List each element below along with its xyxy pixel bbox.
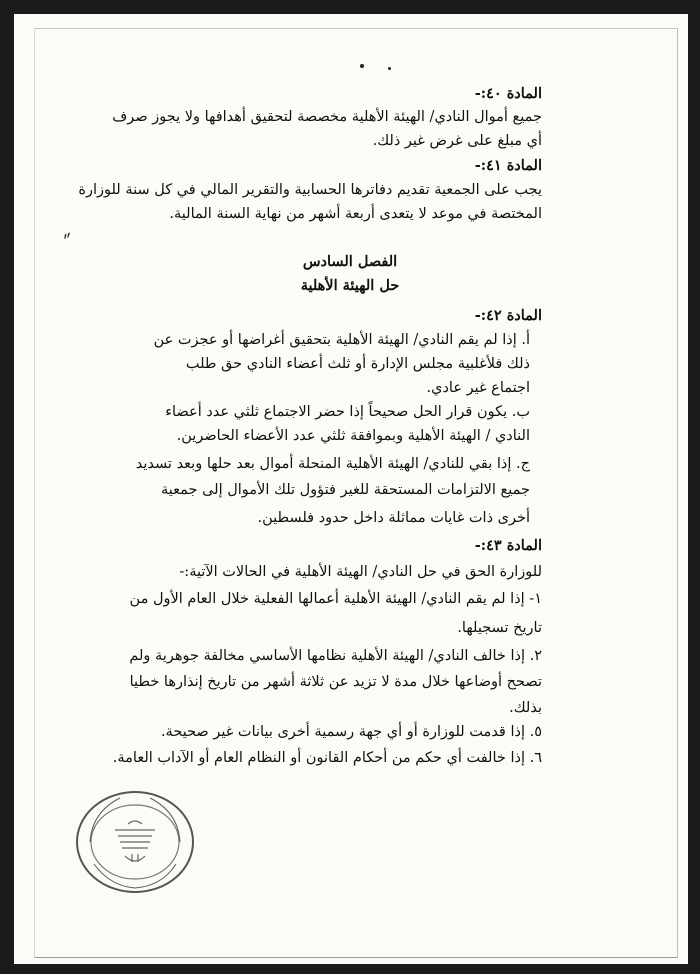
article-42-line: ذلك فلأغلبية مجلس الإدارة أو ثلث أعضاء النادي حق طلب	[185, 356, 530, 372]
article-43-line: ١- إذا لم يقم النادي/ الهيئة الأهلية أعمالها الفعلية خلال العام الأول من	[129, 591, 542, 607]
document-page	[14, 14, 688, 964]
article-42-line: أخرى ذات غايات مماثلة داخل حدود فلسطين.	[257, 510, 530, 526]
article-41-line: المختصة في موعد لا يتعدى أربعة أشهر من نهاية السنة المالية.	[169, 206, 542, 222]
speck	[360, 64, 364, 68]
article-43-heading: المادة ٤٣:-	[474, 537, 542, 554]
article-42-line: ب. يكون قرار الحل صحيحاً إذا حضر الاجتماع ثلثي عدد أعضاء	[165, 404, 530, 420]
pen-mark: ˝	[60, 230, 79, 259]
article-40-line: جميع أموال النادي/ الهيئة الأهلية مخصصة لتحقيق أهدافها ولا يجوز صرف	[112, 109, 542, 125]
chapter-title: الفصل السادس	[302, 253, 398, 270]
article-42-heading: المادة ٤٢:-	[474, 307, 542, 324]
chapter-subtitle: حل الهيئة الأهلية	[300, 277, 400, 294]
article-41-line: يجب على الجمعية تقديم دفاترها الحسابية والتقرير المالي في كل سنة للوزارة	[78, 182, 542, 198]
article-42-line: النادي / الهيئة الأهلية وبموافقة ثلثي عدد الأعضاء الحاضرين.	[176, 428, 530, 444]
official-stamp	[70, 782, 200, 902]
article-43-line: ٢. إذا خالف النادي/ الهيئة الأهلية نظامها الأساسي مخالفة جوهرية ولم	[129, 648, 542, 664]
article-43-line: ٥. إذا قدمت للوزارة أو أي جهة رسمية أخرى بيانات غير صحيحة.	[160, 724, 542, 740]
speck	[388, 67, 391, 70]
article-43-line: تاريخ تسجيلها.	[457, 620, 542, 636]
article-42-line: ج. إذا بقي للنادي/ الهيئة الأهلية المنحلة أموال بعد حلها وبعد تسديد	[135, 456, 530, 472]
article-40-heading: المادة ٤٠:-	[474, 85, 542, 102]
article-43-line: للوزارة الحق في حل النادي/ الهيئة الأهلية في الحالات الآتية:-	[179, 564, 542, 580]
article-42-line: اجتماع غير عادي.	[426, 380, 530, 396]
article-42-line: أ. إذا لم يقم النادي/ الهيئة الأهلية بتحقيق أغراضها أو عجزت عن	[153, 332, 530, 348]
article-41-heading: المادة ٤١:-	[474, 157, 542, 174]
article-40-line: أي مبلغ على غرض غير ذلك.	[372, 133, 542, 149]
article-43-line: تصحح أوضاعها خلال مدة لا تزيد عن ثلاثة أشهر من تاريخ إنذارها خطيا	[129, 674, 542, 690]
article-43-line: ٦. إذا خالفت أي حكم من أحكام القانون أو النظام العام أو الآداب العامة.	[112, 750, 542, 766]
article-43-line: بذلك.	[509, 700, 542, 716]
article-42-line: جميع الالتزامات المستحقة للغير فتؤول تلك الأموال إلى جمعية	[161, 482, 530, 498]
